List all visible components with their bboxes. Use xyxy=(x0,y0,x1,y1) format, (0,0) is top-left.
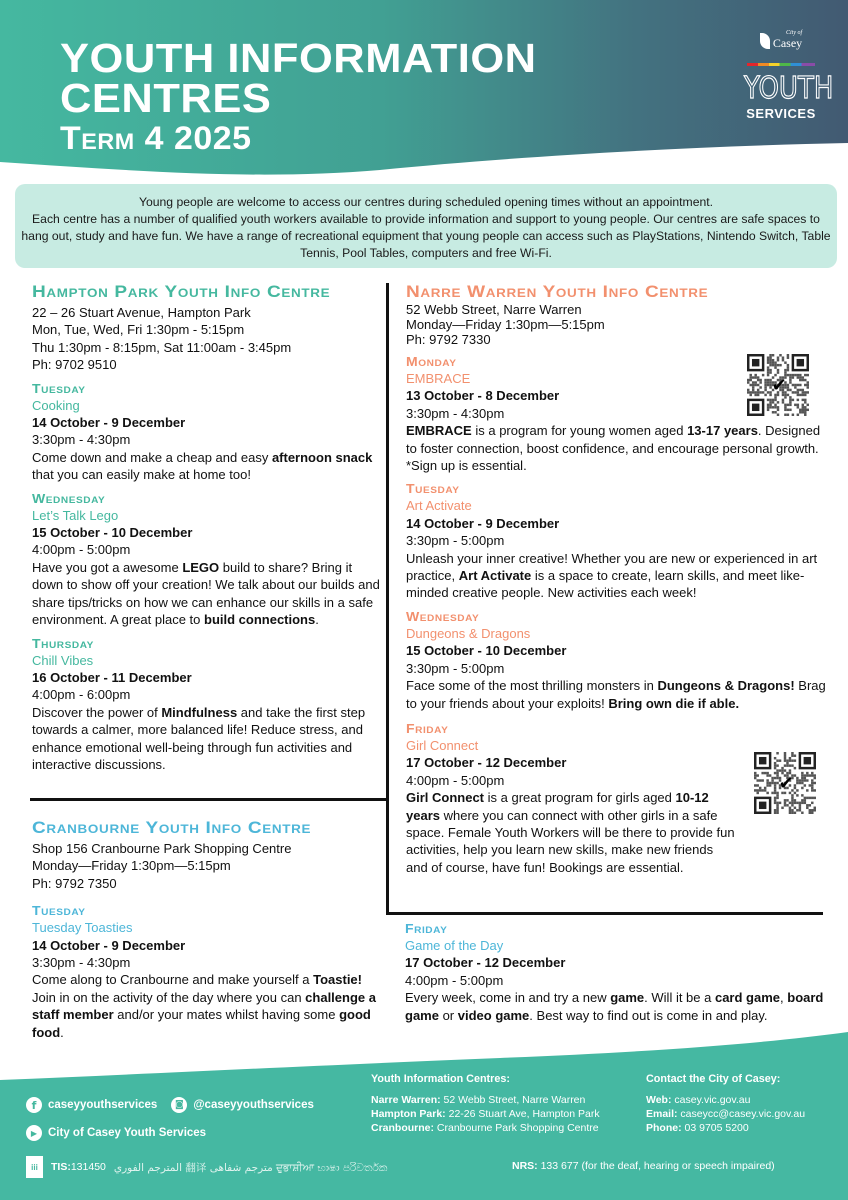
interpreter-icon: ііі xyxy=(26,1156,43,1178)
program-dates: 17 October - 12 December xyxy=(405,955,566,971)
program-dates: 14 October - 9 December xyxy=(32,937,186,953)
youtube-icon[interactable]: ▶ xyxy=(26,1125,42,1141)
narre-warren-title: Narre Warren Youth Info Centre xyxy=(406,282,709,301)
footer-centre-hampton: Hampton Park: 22-26 Stuart Ave, Hampton Park xyxy=(371,1108,600,1120)
program-time: 4:00pm - 5:00pm xyxy=(405,972,504,988)
program-description: Unleash your inner creative! Whether you are new or experienced in art practice, Art Activate is a space to create, learn skills, and meet like-minded creative people. New activities each week! xyxy=(406,550,818,601)
program-name: Dungeons & Dragons xyxy=(406,625,531,641)
intro-panel xyxy=(15,184,837,268)
program-dates: 13 October - 8 December xyxy=(406,388,560,404)
page-title xyxy=(60,35,537,158)
program-name: Cooking xyxy=(32,397,80,413)
narre-hours: Monday—Friday 1:30pm—5:15pm xyxy=(406,317,605,332)
hampton-park-title: Hampton Park Youth Info Centre xyxy=(32,282,331,301)
logo-services: SERVICES xyxy=(746,106,816,121)
footer-contact-heading: Contact the City of Casey: xyxy=(646,1073,781,1085)
narre-address: 52 Webb Street, Narre Warren xyxy=(406,302,582,317)
footer-contact-email[interactable]: Email: caseycc@casey.vic.gov.au xyxy=(646,1108,806,1120)
program-game-of-the-day xyxy=(405,922,835,1024)
program-art-activate xyxy=(406,482,826,601)
interpreter-languages: المترجم الفوري 翻译 مترجم شفاهی ਦੁਭਾਸ਼ੀਆ භාෂා පරිවර්තක xyxy=(113,1161,388,1174)
program-name: Tuesday Toasties xyxy=(32,920,133,936)
logo-city-of: City of xyxy=(785,30,803,36)
girl-connect-qr-code[interactable] xyxy=(754,752,816,814)
rainbow-divider xyxy=(747,63,815,66)
intro-line-2: Each centre has a number of qualified youth workers available to provide information and support to young people. Our centres are safe spaces to hang out, study and have fun. We have a range of recreational equipment that young people can access such as PlayStations, Nintendo Switch, Table Tennis, Pool Tables, computers and free Wi-Fi. xyxy=(21,212,831,260)
header-banner xyxy=(0,0,848,185)
narre-phone: Ph: 9792 7330 xyxy=(406,332,491,347)
program-day: Friday xyxy=(405,922,448,936)
footer-centres-column xyxy=(371,1072,600,1135)
svg-text:✔: ✔ xyxy=(778,773,794,794)
facebook-icon[interactable]: f xyxy=(26,1097,42,1113)
social-row-2 xyxy=(26,1125,206,1141)
program-chill-vibes xyxy=(32,637,382,774)
program-day: Wednesday xyxy=(406,609,480,624)
hampton-phone: Ph: 9702 9510 xyxy=(32,357,117,373)
program-day: Tuesday xyxy=(32,904,86,919)
program-description: Girl Connect is a great program for girls aged 10-12 years where you can connect with other girls in a safe space. Female Youth Workers will be there to provide fun activities, help you learn new skills, make new friends and of course, have fun! Bookings are essential. xyxy=(406,790,735,875)
svg-text:✔: ✔ xyxy=(771,375,787,396)
program-day: Wednesday xyxy=(32,491,106,506)
program-time: 4:00pm - 5:00pm xyxy=(32,542,131,558)
footer-contact-phone: Phone: 03 9705 5200 xyxy=(646,1122,749,1134)
program-day: Tuesday xyxy=(32,381,86,396)
program-time: 3:30pm - 5:00pm xyxy=(406,533,505,549)
footer-centre-cranbourne: Cranbourne: Cranbourne Park Shopping Centre xyxy=(371,1122,599,1134)
program-description: Come along to Cranbourne and make yourself a Toastie! Join in on the activity of the day where you can challenge a staff member and/or your mates whilst having some good food. xyxy=(32,972,376,1040)
logo-youth: YOUTH xyxy=(744,71,834,107)
program-description: Every week, come in and try a new game. Will it be a card game, board game or video game. Best way to find out is come in and play. xyxy=(405,990,824,1023)
casey-leaf-icon xyxy=(760,33,770,49)
program-description: Discover the power of Mindfulness and take the first step towards a calmer, more balanced life! Reduce stress, and enhance emotional well-being through fun activities and interactive discussions. xyxy=(32,704,366,772)
program-lets-talk-lego xyxy=(32,492,382,629)
program-time: 4:00pm - 5:00pm xyxy=(406,772,505,788)
title-line-1: YOUTH INFORMATION xyxy=(60,35,537,81)
program-name: Let’s Talk Lego xyxy=(32,507,119,523)
program-description: Face some of the most thrilling monsters in Dungeons & Dragons! Brag to your friends about your exploits! Bring own die if able. xyxy=(406,678,826,711)
cranbourne-title: Cranbourne Youth Info Centre xyxy=(32,818,312,837)
program-dates: 15 October - 10 December xyxy=(32,525,193,541)
program-dates: 15 October - 10 December xyxy=(406,643,567,659)
program-description: Have you got a awesome LEGO build to share? Bring it down to show off your creation! We talk about our builds and share tips/tricks on how we can enhance our skills in a safe environment. A great place to build connections. xyxy=(32,559,380,628)
program-name: Game of the Day xyxy=(405,938,504,953)
tis-info: TIS:131450 xyxy=(51,1161,106,1173)
cranbourne-phone: Ph: 9792 7350 xyxy=(32,875,117,891)
program-day: Monday xyxy=(406,355,457,369)
title-line-2: CENTRES xyxy=(60,75,272,121)
footer-contact-web[interactable]: Web: casey.vic.gov.au xyxy=(646,1094,751,1106)
program-dates: 16 October - 11 December xyxy=(32,669,192,685)
program-time: 3:30pm - 4:30pm xyxy=(32,955,131,971)
program-dates: 14 October - 9 December xyxy=(32,415,186,431)
footer-centres-heading: Youth Information Centres: xyxy=(371,1073,510,1085)
program-description: EMBRACE is a program for young women aged 13-17 years. Designed to foster connection, boost confidence, and encourage personal growth. *Sign up is essential. xyxy=(406,423,821,474)
instagram-handle[interactable]: @caseyyouthservices xyxy=(193,1099,314,1111)
program-tuesday-toasties xyxy=(32,904,377,1041)
hampton-park-section xyxy=(32,282,382,773)
interpreter-row xyxy=(26,1156,387,1178)
program-time: 3:30pm - 5:00pm xyxy=(406,660,505,676)
left-section-divider xyxy=(30,798,388,801)
cranbourne-hours: Monday—Friday 1:30pm—5:15pm xyxy=(32,858,231,874)
nrs-info: NRS: 133 677 (for the deaf, hearing or speech impaired) xyxy=(512,1160,775,1172)
program-day: Thursday xyxy=(32,636,94,651)
youtube-channel[interactable]: City of Casey Youth Services xyxy=(48,1127,207,1139)
cranbourne-address: Shop 156 Cranbourne Park Shopping Centre xyxy=(32,841,292,856)
intro-line-1: Young people are welcome to access our centres during scheduled opening times without an appointment. xyxy=(138,195,714,209)
footer-contact-column xyxy=(646,1072,805,1135)
program-name: Girl Connect xyxy=(406,737,479,753)
program-name: Chill Vibes xyxy=(32,652,94,668)
program-name: EMBRACE xyxy=(406,371,471,386)
program-dates: 14 October - 9 December xyxy=(406,515,560,531)
logo-casey: Casey xyxy=(772,36,803,50)
cranbourne-section xyxy=(32,818,377,1041)
footer-centre-narre: Narre Warren: 52 Webb Street, Narre Warren xyxy=(371,1094,586,1106)
city-of-casey-logo xyxy=(744,30,818,51)
program-day: Tuesday xyxy=(406,482,460,497)
social-row-1 xyxy=(26,1097,314,1113)
program-name: Art Activate xyxy=(406,498,472,514)
hampton-address: 22 – 26 Stuart Avenue, Hampton Park xyxy=(32,305,251,320)
hampton-hours-2: Thu 1:30pm - 8:15pm, Sat 11:00am - 3:45pm xyxy=(32,339,292,355)
program-time: 3:30pm - 4:30pm xyxy=(406,405,505,421)
program-day: Friday xyxy=(406,721,449,736)
title-term: Term 4 2025 xyxy=(60,120,252,156)
program-time: 3:30pm - 4:30pm xyxy=(32,432,131,448)
casey-youth-services-logo xyxy=(744,30,834,121)
program-dates: 17 October - 12 December xyxy=(406,755,567,771)
program-description: Come down and make a cheap and easy afternoon snack that you can easily make at home too! xyxy=(32,449,373,483)
program-dungeons-dragons xyxy=(406,610,826,712)
embrace-qr-code[interactable] xyxy=(747,354,809,416)
right-section-divider xyxy=(386,912,823,915)
facebook-handle[interactable]: caseyyouthservices xyxy=(48,1099,158,1111)
program-cooking xyxy=(32,382,382,484)
hampton-hours-1: Mon, Tue, Wed, Fri 1:30pm - 5:15pm xyxy=(32,322,245,338)
instagram-icon[interactable]: ◙ xyxy=(171,1097,187,1113)
program-time: 4:00pm - 6:00pm xyxy=(32,687,131,703)
